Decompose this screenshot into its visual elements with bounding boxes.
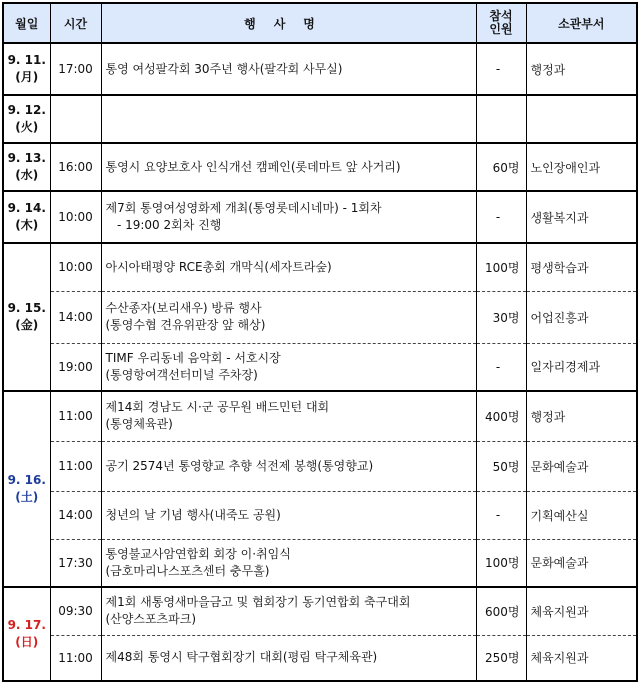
schedule-body	[3, 43, 637, 681]
dept-cell: 기획예산실	[526, 491, 637, 539]
date-text: 9. 14.	[7, 201, 46, 215]
time-cell: 11:00	[50, 441, 101, 491]
event-cell	[101, 243, 476, 291]
time-cell: 09:30	[50, 587, 101, 635]
header-dept: 소관부서	[526, 3, 637, 43]
event-cell	[101, 343, 476, 391]
event-line: 공기 2574년 통영향교 추향 석전제 봉행(통영향교)	[105, 458, 374, 473]
event-cell	[101, 291, 476, 343]
event-line: 제7회 통영여성영화제 개최(통영롯데시네마) - 1회차	[105, 201, 382, 215]
dept-cell: 어업진흥과	[526, 291, 637, 343]
header-date: 월일	[3, 3, 50, 43]
attendance-cell: 250명	[476, 635, 526, 681]
event-line: 제14회 경남도 시·군 공무원 배드민턴 대회	[105, 400, 330, 415]
event-line: 제1회 새통영새마을금고 및 협회장기 동기연합회 축구대회	[105, 595, 411, 610]
time-cell: 19:00	[50, 343, 101, 391]
table-row	[3, 635, 637, 681]
schedule-table	[2, 2, 638, 682]
date-cell	[3, 95, 50, 143]
date-cell	[3, 43, 50, 95]
dept-cell: 노인장애인과	[526, 143, 637, 191]
dept-cell	[526, 95, 637, 143]
event-cell	[101, 43, 476, 95]
header-time: 시간	[50, 3, 101, 43]
date-text: 9. 16.	[7, 473, 46, 487]
dept-cell: 행정과	[526, 391, 637, 441]
table-row	[3, 587, 637, 635]
table-row	[3, 143, 637, 191]
table-row	[3, 343, 637, 391]
header-attendance-line1: 참석	[489, 9, 513, 23]
dept-cell: 체육지원과	[526, 635, 637, 681]
weekday-text: (水)	[15, 168, 39, 182]
event-cell	[101, 391, 476, 441]
attendance-cell: -	[476, 343, 526, 391]
date-text: 9. 17.	[7, 618, 46, 632]
event-cell	[101, 491, 476, 539]
event-line: (금호마리나스포츠센터 충무홀)	[105, 563, 270, 578]
date-cell	[3, 391, 50, 587]
table-row	[3, 43, 637, 95]
time-cell: 16:00	[50, 143, 101, 191]
event-line: 통영 여성팔각회 30주년 행사(팔각회 사무실)	[105, 61, 343, 76]
date-text: 9. 12.	[7, 103, 46, 117]
event-cell	[101, 587, 476, 635]
header-event: 행사명	[101, 3, 476, 43]
date-text: 9. 13.	[7, 151, 46, 165]
weekday-text: (木)	[15, 218, 39, 232]
event-cell	[101, 143, 476, 191]
header-attendance	[476, 3, 526, 43]
weekday-text: (金)	[15, 318, 39, 332]
weekday-text: (日)	[15, 635, 39, 649]
dept-cell: 평생학습과	[526, 243, 637, 291]
event-line: - 19:00 2회차 진행	[105, 218, 222, 232]
header-attendance-line2: 인원	[489, 22, 513, 36]
event-cell	[101, 95, 476, 143]
attendance-cell: -	[476, 191, 526, 243]
event-cell	[101, 441, 476, 491]
time-cell: 14:00	[50, 491, 101, 539]
dept-cell: 문화예술과	[526, 539, 637, 587]
event-line: (통영항여객선터미널 주차장)	[105, 367, 258, 382]
date-cell	[3, 587, 50, 681]
attendance-cell: 600명	[476, 587, 526, 635]
time-cell: 17:00	[50, 43, 101, 95]
event-line: 통영불교사암연합회 회장 이·취임식	[105, 546, 291, 561]
dept-cell: 일자리경제과	[526, 343, 637, 391]
attendance-cell: 400명	[476, 391, 526, 441]
attendance-cell: 100명	[476, 243, 526, 291]
attendance-cell: -	[476, 491, 526, 539]
event-line: 통영시 요양보호사 인식개선 캠페인(롯데마트 앞 사거리)	[105, 159, 401, 174]
table-row	[3, 191, 637, 243]
event-line: (통영체육관)	[105, 417, 173, 432]
table-row	[3, 539, 637, 587]
table-row	[3, 95, 637, 143]
time-cell	[50, 95, 101, 143]
attendance-cell: -	[476, 43, 526, 95]
time-cell: 17:30	[50, 539, 101, 587]
dept-cell: 문화예술과	[526, 441, 637, 491]
date-cell	[3, 191, 50, 243]
event-cell	[101, 635, 476, 681]
date-cell	[3, 243, 50, 391]
header-row	[3, 3, 637, 43]
event-line: 제48회 통영시 탁구협회장기 대회(평림 탁구체육관)	[105, 650, 378, 665]
table-row	[3, 491, 637, 539]
event-line: (통영수협 견유위판장 앞 해상)	[105, 318, 266, 332]
event-cell	[101, 191, 476, 243]
time-cell: 11:00	[50, 635, 101, 681]
date-text: 9. 15.	[7, 301, 46, 315]
dept-cell: 생활복지과	[526, 191, 637, 243]
table-row	[3, 291, 637, 343]
table-row	[3, 441, 637, 491]
attendance-cell	[476, 95, 526, 143]
table-row	[3, 243, 637, 291]
time-cell: 10:00	[50, 243, 101, 291]
weekday-text: (土)	[15, 490, 39, 504]
time-cell: 11:00	[50, 391, 101, 441]
attendance-cell: 50명	[476, 441, 526, 491]
time-cell: 10:00	[50, 191, 101, 243]
time-cell: 14:00	[50, 291, 101, 343]
event-cell	[101, 539, 476, 587]
attendance-cell: 30명	[476, 291, 526, 343]
table-row	[3, 391, 637, 441]
date-cell	[3, 143, 50, 191]
weekday-text: (月)	[15, 70, 39, 84]
event-line: 청년의 날 기념 행사(내죽도 공원)	[105, 507, 281, 522]
attendance-cell: 100명	[476, 539, 526, 587]
attendance-cell: 60명	[476, 143, 526, 191]
date-text: 9. 11.	[7, 53, 46, 67]
event-line: 수산종자(보리새우) 방류 행사	[105, 301, 262, 315]
event-line: (산양스포츠파크)	[105, 612, 197, 627]
dept-cell: 행정과	[526, 43, 637, 95]
event-line: 아시아태평양 RCE총회 개막식(세자트라숲)	[105, 259, 332, 274]
dept-cell: 체육지원과	[526, 587, 637, 635]
event-line: TIMF 우리동네 음악회 - 서호시장	[105, 350, 281, 365]
weekday-text: (火)	[15, 120, 39, 134]
